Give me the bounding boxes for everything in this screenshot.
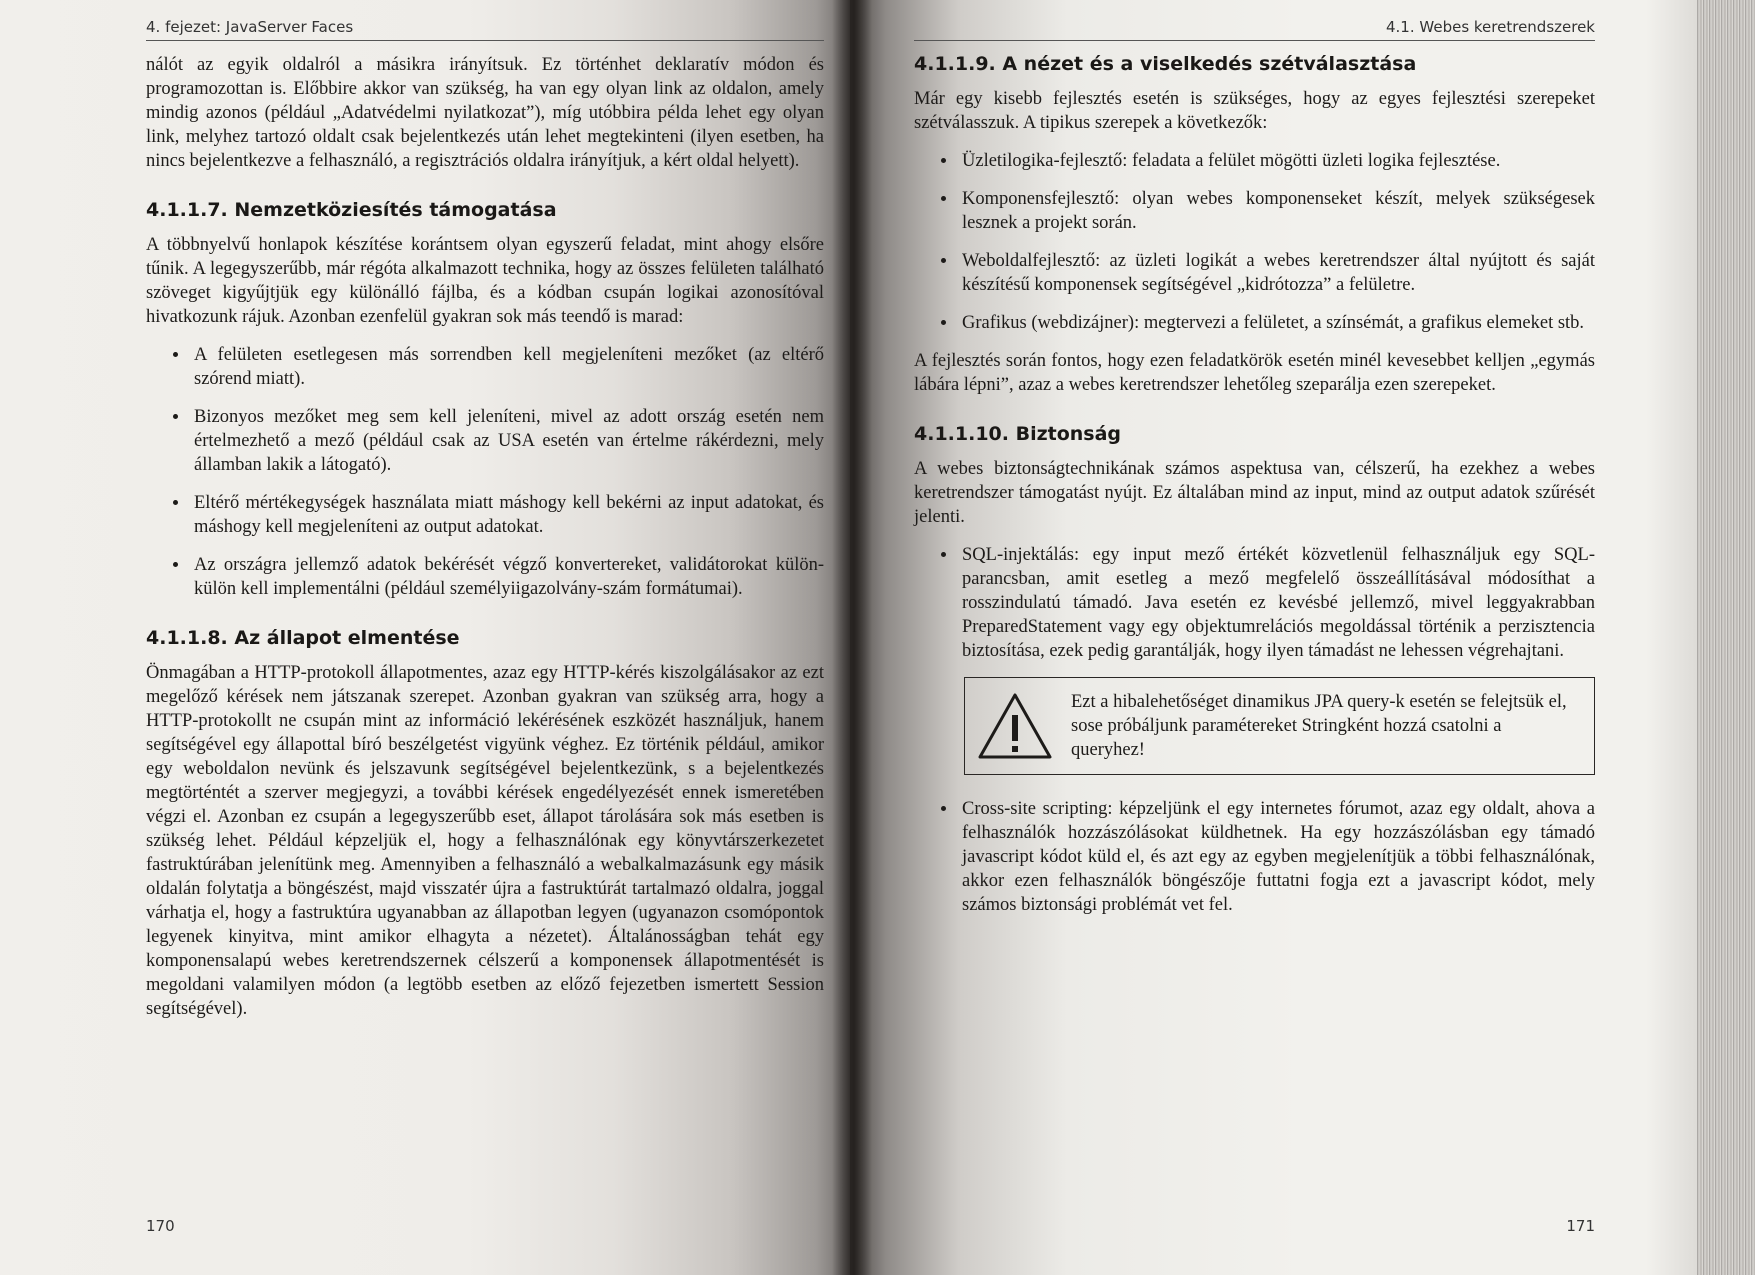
list-item: • Eltérő mértékegységek használata miatt máshogy kell bekérni az input adatokat, és máshogy kell megjeleníteni az output adatokat. xyxy=(190,491,824,539)
section-41110-bullet-list-continued xyxy=(914,797,1595,917)
left-running-head: 4. fejezet: JavaServer Faces xyxy=(146,18,824,41)
section-4119-paragraph: Már egy kisebb fejlesztés esetén is szükséges, hogy az egyes fejlesztési szerepeket szétválasszuk. A tipikus szerepek a következők: xyxy=(914,89,1595,133)
section-4119-closing-paragraph: A fejlesztés során fontos, hogy ezen feladatkörök esetén minél kevesebbet kelljen „egymás lábára lépni”, azaz a webes keretrendszer lehetőleg szeparálja ezen szerepeket. xyxy=(914,351,1595,395)
warning-triangle-icon xyxy=(977,691,1053,761)
section-4119-heading: 4.1.1.9. A nézet és a viselkedés szétválasztása xyxy=(914,53,1417,75)
section-4118-paragraph: Önmagában a HTTP-protokoll állapotmentes, azaz egy HTTP-kérés kiszolgálásakor az ezt megelőző kérések nem játszanak szerepet. Azonban gyakran van szükség arra, hogy a HTTP-protokollt ne csupán mint az információ lekérésének eszközét használjuk, hanem segítségével egy állapottal bíró beszélgetést vigyünk véghez. Ez történik például, amikor egy weboldalon nevünk és jelszavunk segítségével bejelentkezünk, s a bejelentkezés megtörténtét a szerver megjegyzi, a további kérések engedélyezését ennek ismeretében végzi el. Azonban ez csupán a legegyszerűbb eset, állapot tárolására sok más esetben is szükség lehet. Például képzeljük el, hogy a felhasználónak egy könyvtárszerkezetet fastruktúrában jelenítünk meg. Amennyiben a felhasználó a webalkalmazásunk egy másik oldalán folytatja a böngészést, majd visszatér újra a fastruktúrát tartalmazó oldalra, joggal várhatja el, hogy a fastruktúra ugyanabban az állapotban legyen (ugyanazon csomópontok legyenek kinyitva, mint amikor elhagyta a nézetet). Általánosságban tehát egy komponensalapú webes keretrendszernek célszerű a komponensek állapotmentését is megoldani valamilyen módon (a legtöbb esetben az előző fejezetben ismertett Session segítségével). xyxy=(146,663,824,1019)
list-item: • Bizonyos mezőket meg sem kell jeleníteni, mivel az adott ország esetén nem értelmezhető a mező (például csak az USA esetén van értelme rákérdezni, mely államban lakik a látogató). xyxy=(190,405,824,477)
book-gutter xyxy=(832,0,872,1275)
list-item: • Üzletilogika-fejlesztő: feladata a felület mögötti üzleti logika fejlesztése. xyxy=(958,149,1595,173)
warning-text: Ezt a hibalehetőséget dinamikus JPA query-k esetén se felejtsük el, sose próbáljunk paramétereket Stringként hozzá csatolni a queryhez! xyxy=(1071,692,1567,760)
section-4118-heading: 4.1.1.8. Az állapot elmentése xyxy=(146,627,460,649)
warning-box xyxy=(964,677,1595,775)
list-item: • A felületen esetlegesen más sorrendben kell megjeleníteni mezőket (az eltérő szórend miatt). xyxy=(190,343,824,391)
section-41110-heading: 4.1.1.10. Biztonság xyxy=(914,423,1122,445)
list-item: • Az országra jellemző adatok bekérését végző konvertereket, validátorokat külön-külön kell implementálni (például személyiigazolvány-szám formátumai). xyxy=(190,553,824,601)
list-item: • Komponensfejlesztő: olyan webes komponenseket készít, melyek szükségesek lesznek a projekt során. xyxy=(958,187,1595,235)
section-4117-bullet-list xyxy=(146,343,824,601)
section-4119-bullet-list xyxy=(914,149,1595,335)
right-running-head: 4.1. Webes keretrendszerek xyxy=(914,18,1595,41)
list-item: • Weboldalfejlesztő: az üzleti logikát a webes keretrendszer által nyújtott és saját készítésű komponensek segítségével „kidrótozza” a felületre. xyxy=(958,249,1595,297)
section-4117-paragraph: A többnyelvű honlapok készítése korántsem olyan egyszerű feladat, mint ahogy elsőre tűnik. A legegyszerűbb, már régóta alkalmazott technika, hogy az összes felületen található szöveget kigyűjtjük egy különálló fájlba, és a kódban csupán logikai azonosítóval hivatkozunk rájuk. Azonban ezenfelül gyakran sok más teendő is marad: xyxy=(146,235,824,327)
section-41110-paragraph: A webes biztonságtechnikának számos aspektusa van, célszerű, ha ezekhez a webes keretrendszer támogatást nyújt. Ez általában mind az input, mind az output adatok szűrését jelenti. xyxy=(914,459,1595,527)
left-page-number: 170 xyxy=(146,1217,175,1235)
list-item: • Grafikus (webdizájner): megtervezi a felületet, a színsémát, a grafikus elemeket stb. xyxy=(958,311,1595,335)
right-page-number: 171 xyxy=(1566,1217,1595,1235)
left-intro-paragraph: nálót az egyik oldalról a másikra irányítsuk. Ez történhet deklaratív módon és programozottan is. Előbbire akkor van szükség, ha van egy olyan link az oldalon, amely mindig azonos (például „Adatvédelmi nyilatkozat”), míg utóbbira példa lehet egy olyan link, melyhez tartozó oldalt csak bejelentkezés után lehet megtekinteni (ilyen esetben, ha nincs bejelentkezve a felhasználó, a regisztrációs oldalra irányítjuk, a kért oldal helyett). xyxy=(146,55,824,171)
list-item: • SQL-injektálás: egy input mező értékét közvetlenül felhasználjuk egy SQL-parancsban, amit esetleg a mező megfelelő összeállításával módosíthat a rosszindulatú támadó. Java esetén ez kevésbé jellemző, mivel leggyakrabban PreparedStatement vagy egy objektumrelációs megoldással történik a perzisztencia biztosítása, ezek pedig garantálják, hogy ilyen támadást ne lehessen végrehajtani. xyxy=(958,543,1595,663)
left-page xyxy=(0,0,850,1275)
right-page xyxy=(850,0,1755,1275)
section-4117-heading: 4.1.1.7. Nemzetköziesítés támogatása xyxy=(146,199,557,221)
list-item: • Cross-site scripting: képzeljünk el egy internetes fórumot, azaz egy oldalt, ahova a felhasználók hozzászólásokat küldhetnek. Ha egy hozzászólásban egy támadó javascript kódot küld el, és azt egy az egyben megjelenítjük a többi felhasználónak, akkor ezen felhasználók böngészője futtatni fogja ezt a javascript kódot, mely számos biztonsági problémát vet fel. xyxy=(958,797,1595,917)
section-41110-bullet-list xyxy=(914,543,1595,663)
page-edges xyxy=(1697,0,1755,1275)
